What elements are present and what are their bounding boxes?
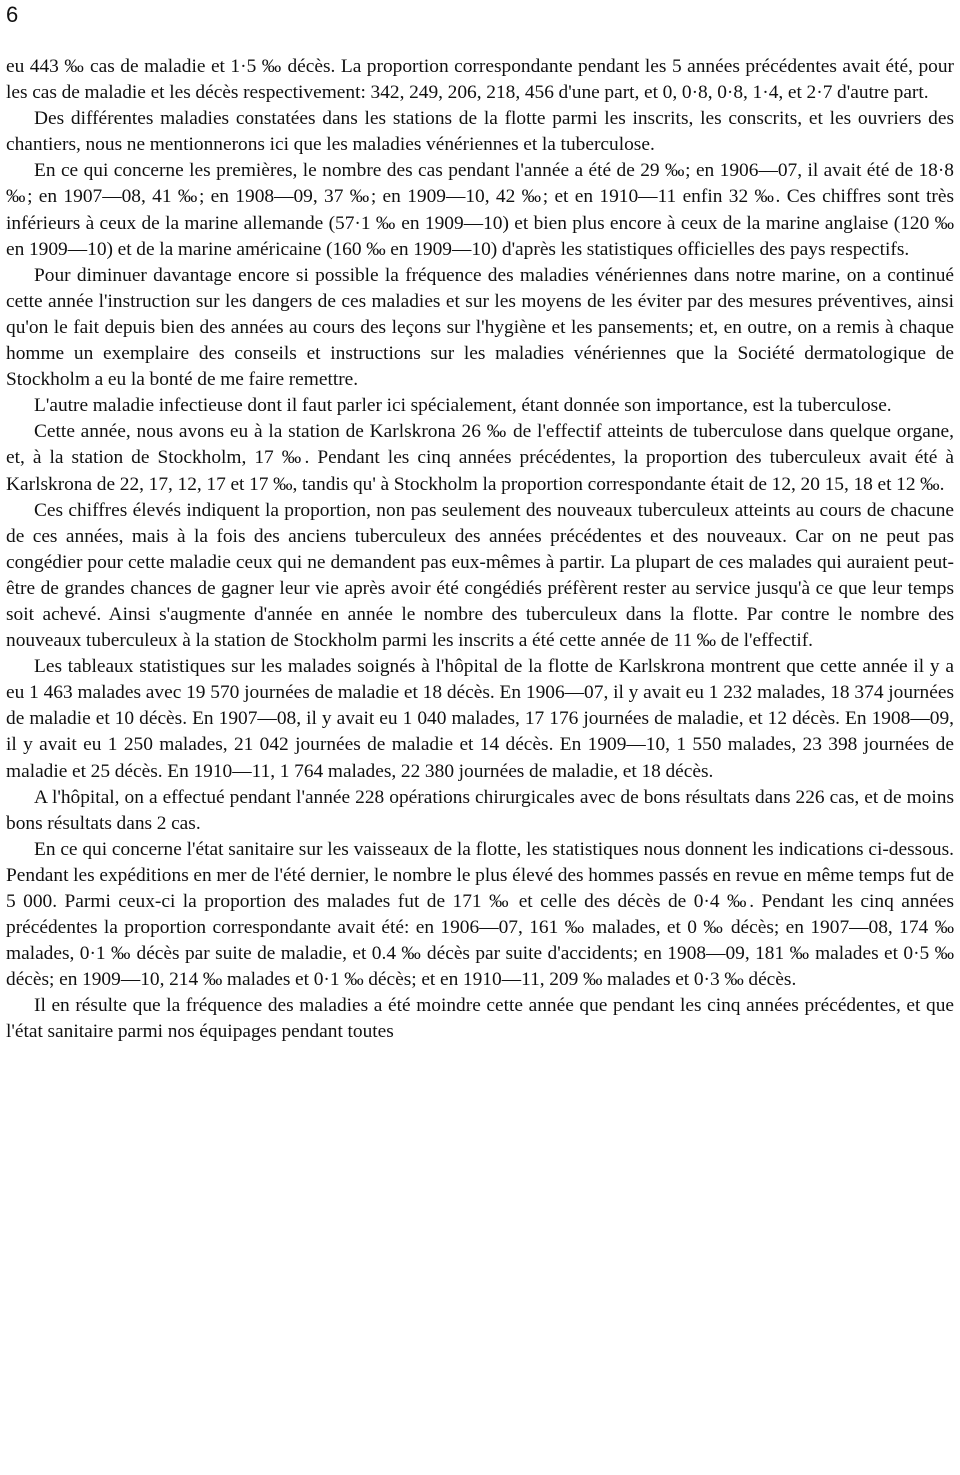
paragraph: Cette année, nous avons eu à la station de Karlskrona 26 ‰ de l'effectif atteints de tuberculose dans quelque organe, et, à la station de Stockholm, 17 ‰. Pendant les cinq années précédentes, la proportion des tuberculeux avait été à Karlskrona de 22, 17, 12, 17 et 17 ‰, tandis qu' à Stockholm la proportion correspondante était de 12, 20 15, 18 et 12 ‰. — [6, 421, 954, 495]
paragraph: L'autre maladie infectieuse dont il faut parler ici spécialement, étant donnée son importance, est la tuberculose. — [34, 395, 892, 417]
document-body — [6, 54, 954, 1046]
paragraph: Ces chiffres élevés indiquent la proportion, non pas seulement des nouveaux tuberculeux atteints au cours de chacune de ces années, mais à la fois des anciens tuberculeux des années précédentes et des nouveaux. Car on ne peut pas congédier pour cette maladie ceux qui ne demandent pas eux-mêmes à partir. La plupart de ces malades qui auraient peut-être de grandes chances de gagner leur vie après avoir été congédiés préfèrent rester au service jusqu'à ce que leur temps soit achevé. Ainsi s'augmente d'année en année le nombre des tuberculeux dans la flotte. Par contre le nombre des nouveaux tuberculeux à la station de Stockholm parmi les inscrits a été cette année de 11 ‰ de l'effectif. — [6, 499, 954, 652]
paragraph: Pour diminuer davantage encore si possible la fréquence des maladies vénériennes dans notre marine, on a continué cette année l'instruction sur les dangers de ces maladies et sur les moyens de les éviter par des mesures préventives, ainsi qu'on le fait depuis bien des années au cours des leçons sur l'hygiène et les pansements; et, en outre, on a remis à chaque homme un exemplaire des conseils et instructions sur les maladies vénériennes que la Société dermatologique de Stockholm a eu la bonté de me faire remettre. — [6, 264, 954, 391]
paragraph: Il en résulte que la fréquence des maladies a été moindre cette année que pendant les cinq années précédentes, et que l'état sanitaire parmi nos équipages pendant toutes — [6, 995, 954, 1043]
paragraph: A l'hôpital, on a effectué pendant l'année 228 opérations chirurgicales avec de bons résultats dans 226 cas, et de moins bons résultats dans 2 cas. — [6, 786, 954, 834]
paragraph: Les tableaux statistiques sur les malades soignés à l'hôpital de la flotte de Karlskrona montrent que cette année il y a eu 1 463 malades avec 19 570 journées de maladie et 18 décès. En 1906—07, il y avait eu 1 232 malades, 18 374 journées de maladie et 10 décès. En 1907—08, il y avait eu 1 040 malades, 17 176 journées de maladie, et 12 décès. En 1908—09, il y avait eu 1 250 malades, 21 042 journées de maladie et 14 décès. En 1909—10, 1 550 malades, 23 398 journées de maladie et 25 décès. En 1910—11, 1 764 malades, 22 380 journées de maladie, et 18 décès. — [6, 656, 954, 782]
paragraph: eu 443 ‰ cas de maladie et 1·5 ‰ décès. La proportion correspondante pendant les 5 années précédentes avait été, pour les cas de maladie et les décès respectivement: 342, 249, 206, 218, 456 d'une part, et 0, 0·8, 0·8, 1·4, et 2·7 d'autre part. — [6, 56, 954, 104]
paragraph: En ce qui concerne l'état sanitaire sur les vaisseaux de la flotte, les statistiques nous donnent les indications ci-dessous. Pendant les expéditions en mer de l'été dernier, le nombre le plus élevé des hommes passés en revue en même temps fut de 5 000. Parmi ceux-ci la proportion des malades fut de 171 ‰ et celle des décès de 0·4 ‰. Pendant les cinq années précédentes la proportion correspondante avait été: en 1906—07, 161 ‰ malades, et 0 ‰ décès; en 1907—08, 174 ‰ malades, 0·1 ‰ décès par suite de maladie, et 0.4 ‰ décès par suite d'accidents; en 1908—09, 181 ‰ malades et 0·5 ‰ décès; en 1909—10, 214 ‰ malades et 0·1 ‰ décès; et en 1910—11, 209 ‰ malades et 0·3 ‰ décès. — [6, 838, 954, 991]
paragraph: En ce qui concerne les premières, le nombre des cas pendant l'année a été de 29 ‰; en 1906—07, il avait été de 18·8 ‰; en 1907—08, 41 ‰; en 1908—09, 37 ‰; en 1909—10, 42 ‰; et en 1910—11 enfin 32 ‰. Ces chiffres sont très inférieurs à ceux de la marine allemande (57·1 ‰ en 1909—10) et bien plus encore à ceux de la marine anglaise (120 ‰ en 1909—10) et de la marine américaine (160 ‰ en 1909—10) d'après les statistiques officielles des pays respectifs. — [6, 160, 954, 260]
page-number: 6 — [6, 2, 19, 27]
paragraph: Des différentes maladies constatées dans les stations de la flotte parmi les inscrits, les conscrits, et les ouvriers des chantiers, nous ne mentionnerons ici que les maladies vénériennes et la tuberculose. — [6, 108, 954, 156]
